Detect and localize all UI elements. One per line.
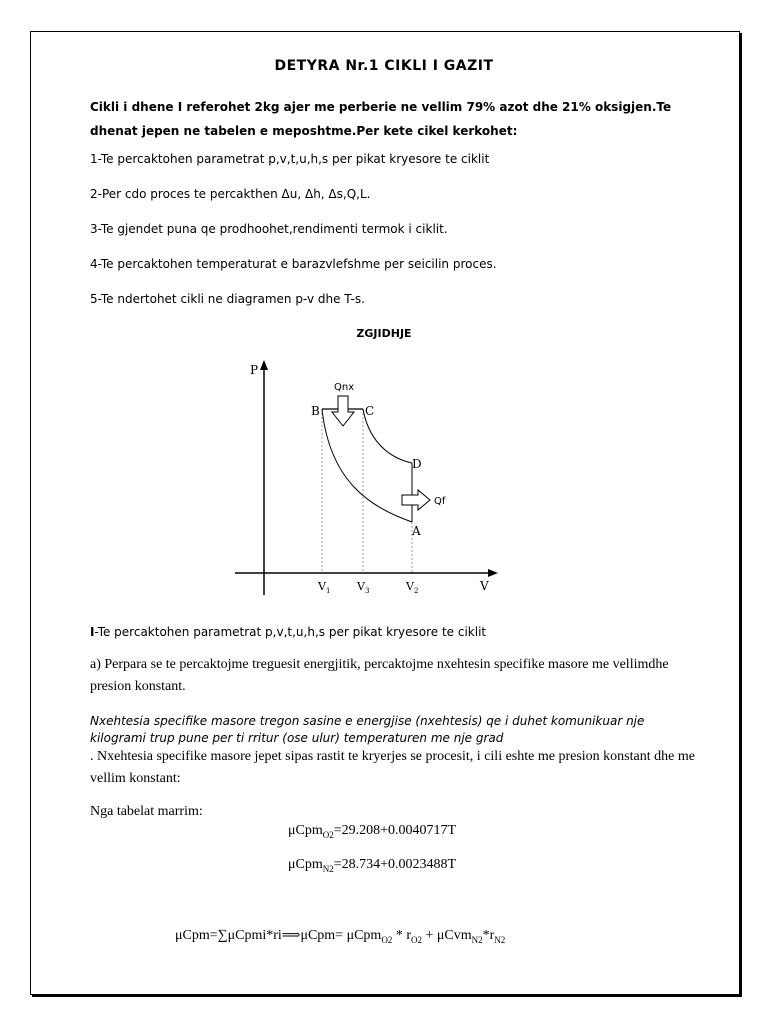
task-3: 3-Te gjendet puna qe prodhoohet,rendimenti termok i ciklit. [90, 222, 448, 236]
point-b-label: B [311, 404, 320, 418]
heat-out-label: Qf [434, 496, 446, 507]
heat-in-arrow [332, 396, 354, 426]
task-1: 1-Te percaktohen parametrat p,v,t,u,h,s per pikat kryesore te ciklit [90, 152, 490, 166]
heat-in-label: Qnx [334, 382, 355, 393]
v1-tick-label: $V_1$ [318, 580, 331, 595]
heat-out-arrow [402, 490, 430, 510]
process-ab [322, 409, 412, 522]
paragraph-a: a) Perpara se te percaktojme treguesit energjitik, percaktojme nxehtesin specifike masore me vellimdhe presion konstant. [90, 657, 669, 694]
v2-tick-label: $V_2$ [406, 580, 419, 595]
implies-arrow: ⟹ [281, 928, 301, 943]
point-c-label: C [365, 404, 375, 418]
tables-label: Nga tabelat marrim: [90, 804, 203, 819]
italic-definition: Nxehtesia specifike masore tregon sasine e energjise (nxehtesis) qe i duhet komunikuar nje kilogrami trup pune per ti rritur (ose ulur) temperaturen me nje grad [90, 714, 645, 745]
task-5: 5-Te ndertohet cikli ne diagramen p-v dhe T-s. [90, 292, 365, 306]
p-axis-arrow [260, 360, 268, 370]
v3-tick-label: $V_3$ [357, 580, 370, 595]
v-axis-label: V [480, 579, 489, 593]
section-1-heading: I-Te percaktohen parametrat p,v,t,u,h,s per pikat kryesore te ciklit [90, 625, 487, 639]
pv-diagram [230, 352, 510, 602]
task-4: 4-Te percaktohen temperaturat e barazvlefshme per seicilin proces. [90, 257, 497, 271]
equation-o2: μCpm$_{O2}$=29.208+0.0040717T [288, 823, 457, 840]
point-a-label: A [412, 524, 421, 538]
solution-heading: ZGJIDHJE [356, 327, 412, 340]
task-2: 2-Per cdo proces te percakthen Δu, Δh, Δs,Q,L. [90, 187, 371, 201]
p-axis-label: P [250, 363, 259, 377]
point-d-label: D [412, 457, 422, 471]
intro-text: Cikli i dhene I referohet 2kg ajer me perberie ne vellim 79% azot dhe 21% oksigjen.Te dhenat jepen ne tabelen e meposhtme.Per kete cikel kerkohet: [90, 100, 672, 138]
equation-n2: μCpm$_{N2}$=28.734+0.0023488T [288, 857, 457, 874]
v-axis-arrow [488, 569, 498, 577]
equation-mixture: μCpm=∑μCpmi*ri⟹μCpm= $\mu Cpm_{O2} * r_{O2} + \mu Cvm_{N2}*r_{N2}$ [175, 928, 506, 945]
page-title: DETYRA Nr.1 CIKLI I GAZIT [274, 58, 494, 74]
paragraph-b: . Nxehtesia specifike masore jepet sipas rastit te kryerjes se procesit, i cili eshte me presion konstant dhe me vellim konstant: [90, 749, 695, 786]
